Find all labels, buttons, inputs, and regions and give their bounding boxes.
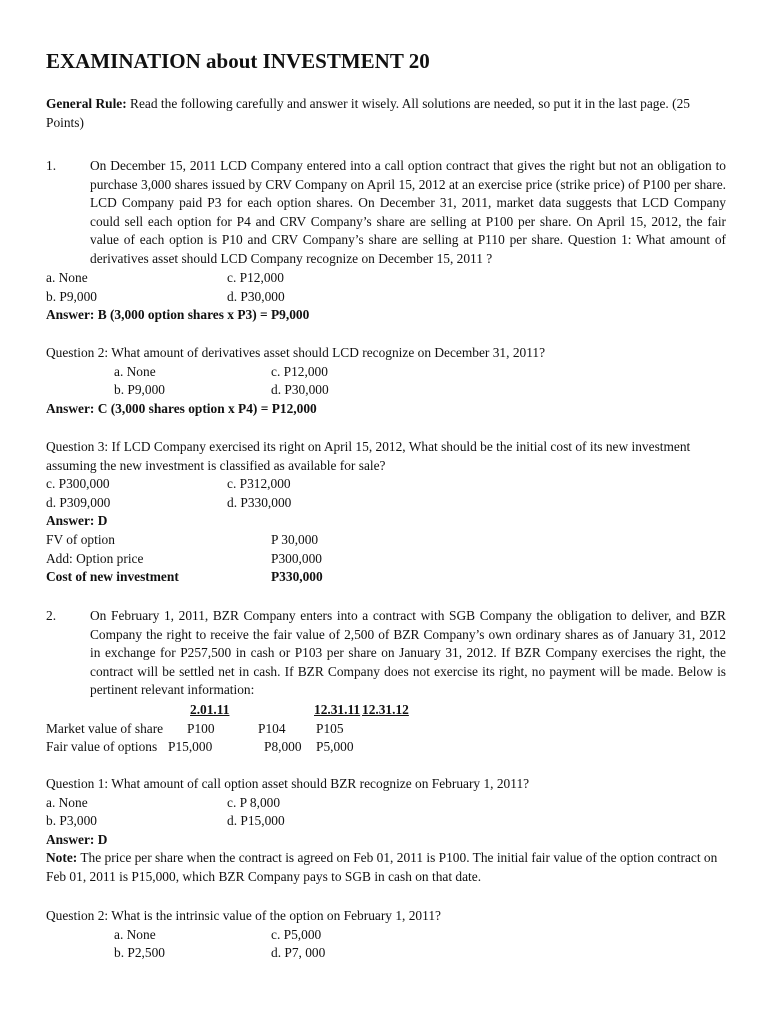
option-d: d. P7, 000 xyxy=(271,945,326,961)
calc-label: Add: Option price xyxy=(46,550,144,566)
p1-q3 xyxy=(46,438,726,587)
p1-q3-answer: Answer: D xyxy=(46,513,108,529)
calc-label: FV of option xyxy=(46,531,115,547)
option-c: c. P312,000 xyxy=(227,476,291,492)
p2-q2 xyxy=(46,907,726,963)
p1-q1-answer: Answer: B (3,000 option shares x P3) = P9,000 xyxy=(46,307,310,323)
row-label: Fair value of options xyxy=(46,739,158,755)
p1-q2-answer: Answer: C (3,000 shares option x P4) = P12,000 xyxy=(46,400,317,416)
table-cell: P104 xyxy=(258,720,286,736)
option-d: d. P330,000 xyxy=(227,494,292,510)
problem-1-number: 1. xyxy=(46,158,57,173)
row-label: Market value of share xyxy=(46,720,164,736)
p1-q3-question: Question 3: If LCD Company exercised its right on April 15, 2012, What should be the initial cost of its new investment assuming the new investment is classified as available for sale? xyxy=(46,439,691,473)
p2-data-table xyxy=(46,701,726,757)
option-c: c. P5,000 xyxy=(271,926,322,942)
calc-value: P330,000 xyxy=(271,569,323,585)
column-header: 12.31.11 xyxy=(314,702,361,717)
note-label: Note: xyxy=(46,850,78,866)
option-c: c. P12,000 xyxy=(227,270,284,285)
option-d: d. P30,000 xyxy=(271,382,329,398)
p2-q1-note xyxy=(46,849,726,886)
table-row xyxy=(46,738,726,757)
column-header: 2.01.11 xyxy=(190,702,230,717)
option-d: d. P15,000 xyxy=(227,813,285,829)
table-cell: P100 xyxy=(187,720,215,736)
option-a: a. None xyxy=(114,926,156,942)
calc-label: Cost of new investment xyxy=(46,569,179,585)
calc-value: P300,000 xyxy=(271,550,322,566)
problem-2-number: 2. xyxy=(46,608,57,623)
calc-row xyxy=(46,550,726,569)
p2-q2-question: Question 2: What is the intrinsic value of the option on February 1, 2011? xyxy=(46,908,441,923)
option-d-first: d. P309,000 xyxy=(46,494,111,510)
general-rule-label: General Rule: xyxy=(46,96,127,111)
p2-q1-answer: Answer: D xyxy=(46,831,108,847)
problem-1-text: On December 15, 2011 LCD Company entered into a call option contract that gives the right but not an obligation to purchase 3,000 shares issued by CRV Company on April 15, 2012 at an exercise price (strike price) of P100 per share. LCD Company paid P3 for each option shares. On December 31, 2011, market data suggests that LCD Company could sell each option for P4 and CRV Company’s share are selling at P100 per share. On April 15, 2012, the fair value of each option is P10 and CRV Company’s share are selling at P110 per share. Question 1: What amount of derivatives asset should LCD Company recognize on December 15, 2011 ? xyxy=(90,158,726,266)
table-cell: P5,000 xyxy=(316,739,354,755)
option-c: c. P12,000 xyxy=(271,363,328,379)
table-cell: P8,000 xyxy=(264,739,302,755)
option-c-first: c. P300,000 xyxy=(46,476,110,492)
table-cell: P15,000 xyxy=(168,739,213,755)
p1-q2-question: Question 2: What amount of derivatives asset should LCD recognize on December 31, 2011? xyxy=(46,345,546,360)
calc-row xyxy=(46,531,726,550)
p1-q1-options xyxy=(46,269,726,325)
column-header: 12.31.12 xyxy=(362,702,409,717)
option-a: a. None xyxy=(46,270,88,285)
option-b: b. P9,000 xyxy=(46,288,97,304)
table-header-row xyxy=(46,701,726,720)
problem-2-text: On February 1, 2011, BZR Company enters into a contract with SGB Company the obligation to deliver, and BZR Company the right to receive the fair value of 2,500 of BZR Company’s own ordinary shares as of January 31, 2012 in exchange for P257,500 in cash or P103 per share on January 31, 2012. If BZR Company exercises the right, the contract will be settled net in cash. If BZR Company does not exercise its right, no payment will be made. Below is pertinent relevant information: xyxy=(90,608,726,698)
exam-title: EXAMINATION about INVESTMENT 20 xyxy=(46,49,430,73)
option-c: c. P 8,000 xyxy=(227,794,281,810)
table-row xyxy=(46,720,726,739)
p1-q2 xyxy=(46,344,726,418)
option-d: d. P30,000 xyxy=(227,288,285,304)
p2-q1 xyxy=(46,775,726,887)
option-b: b. P3,000 xyxy=(46,813,97,829)
p2-q1-question: Question 1: What amount of call option asset should BZR recognize on February 1, 2011? xyxy=(46,776,530,791)
calc-total-row xyxy=(46,568,726,587)
general-rule-text: Read the following carefully and answer it wisely. All solutions are needed, so put it in the last page. (25 Points) xyxy=(46,96,690,130)
note-text: The price per share when the contract is agreed on Feb 01, 2011 is P100. The initial fair value of the option contract on Feb 01, 2011 is P15,000, which BZR Company pays to SGB in cash on that date. xyxy=(46,850,718,884)
option-a: a. None xyxy=(114,363,156,379)
table-cell: P105 xyxy=(316,720,344,736)
option-a: a. None xyxy=(46,794,88,810)
general-rule xyxy=(46,95,726,132)
option-b: b. P2,500 xyxy=(114,945,165,961)
calc-value: P 30,000 xyxy=(271,531,319,547)
option-b: b. P9,000 xyxy=(114,382,165,398)
